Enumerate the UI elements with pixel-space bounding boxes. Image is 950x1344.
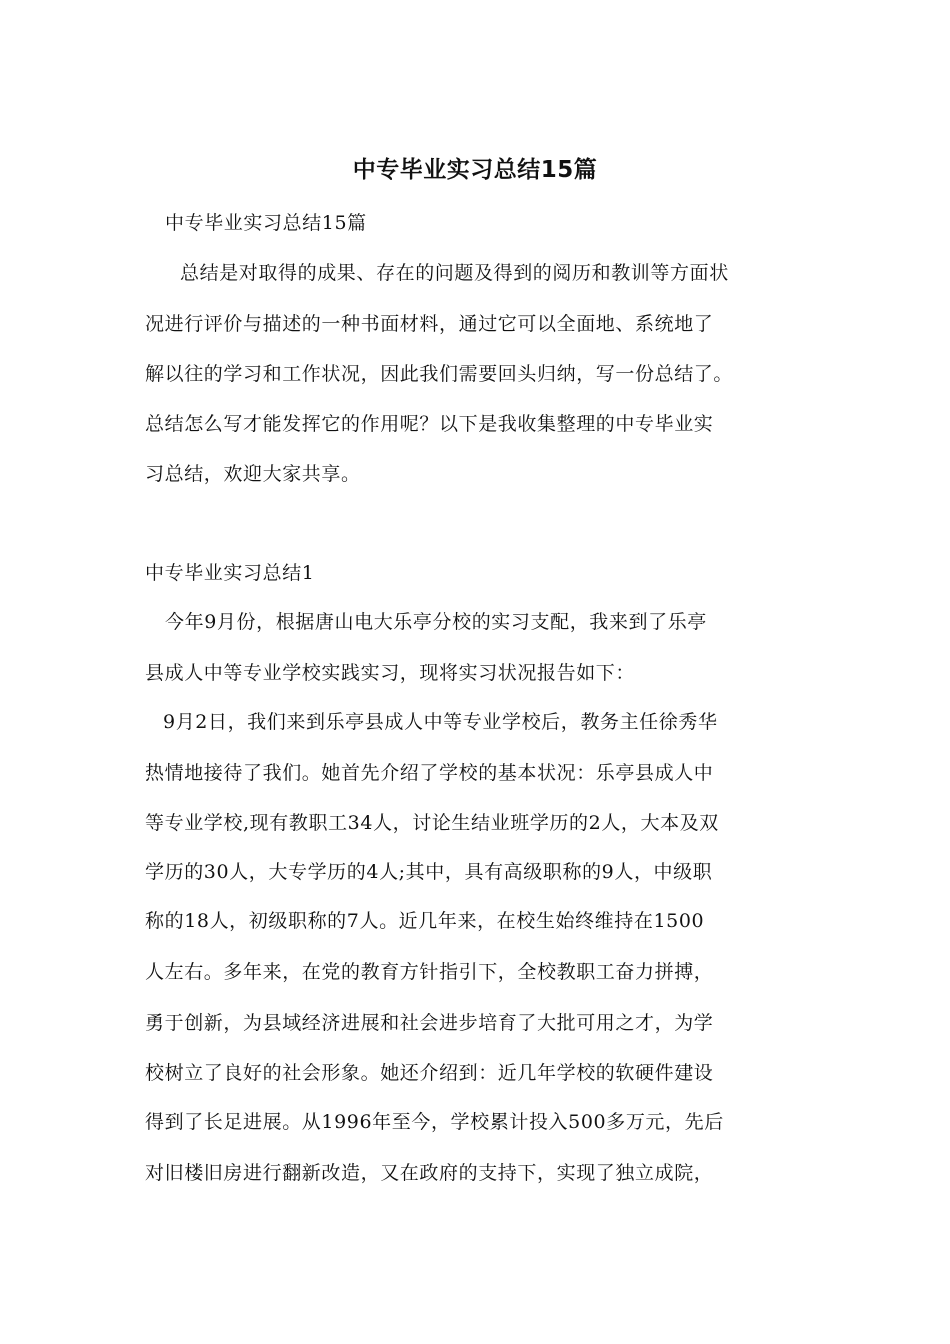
section-heading: 中专毕业实习总结1 xyxy=(145,562,315,584)
paragraph-line: 人左右。多年来，在党的教育方针指引下，全校教职工奋力拼搏， xyxy=(145,961,714,983)
paragraph-line: 等专业学校,现有教职工34人，讨论生结业班学历的2人，大本及双 xyxy=(145,812,719,834)
paragraph-line: 勇于创新，为县域经济进展和社会进步培育了大批可用之才，为学 xyxy=(145,1012,714,1034)
intro-line: 总结是对取得的成果、存在的问题及得到的阅历和教训等方面状 xyxy=(180,262,729,284)
intro-line: 总结怎么写才能发挥它的作用呢？以下是我收集整理的中专毕业实 xyxy=(145,413,714,435)
document-subtitle: 中专毕业实习总结15篇 xyxy=(165,212,367,234)
paragraph-line: 县成人中等专业学校实践实习，现将实习状况报告如下： xyxy=(145,662,636,684)
paragraph-line: 得到了长足进展。从1996年至今，学校累计投入500多万元，先后 xyxy=(145,1111,724,1133)
paragraph-line: 9月2日，我们来到乐亭县成人中等专业学校后，教务主任徐秀华 xyxy=(163,711,718,733)
intro-line: 习总结，欢迎大家共享。 xyxy=(145,463,361,485)
paragraph-line: 学历的30人，大专学历的4人;其中，具有高级职称的9人，中级职 xyxy=(145,861,713,883)
document-title: 中专毕业实习总结15篇 xyxy=(352,157,598,183)
paragraph-line: 热情地接待了我们。她首先介绍了学校的基本状况：乐亭县成人中 xyxy=(145,762,714,784)
paragraph-line: 今年9月份，根据唐山电大乐亭分校的实习支配，我来到了乐亭 xyxy=(165,611,707,633)
paragraph-line: 称的18人，初级职称的7人。近几年来，在校生始终维持在1500 xyxy=(145,910,705,932)
intro-line: 况进行评价与描述的一种书面材料，通过它可以全面地、系统地了 xyxy=(145,313,714,335)
paragraph-line: 校树立了良好的社会形象。她还介绍到：近几年学校的软硬件建设 xyxy=(145,1062,714,1084)
paragraph-line: 对旧楼旧房进行翻新改造，又在政府的支持下，实现了独立成院， xyxy=(145,1162,714,1184)
intro-line: 解以往的学习和工作状况，因此我们需要回头归纳，写一份总结了。 xyxy=(145,363,734,385)
